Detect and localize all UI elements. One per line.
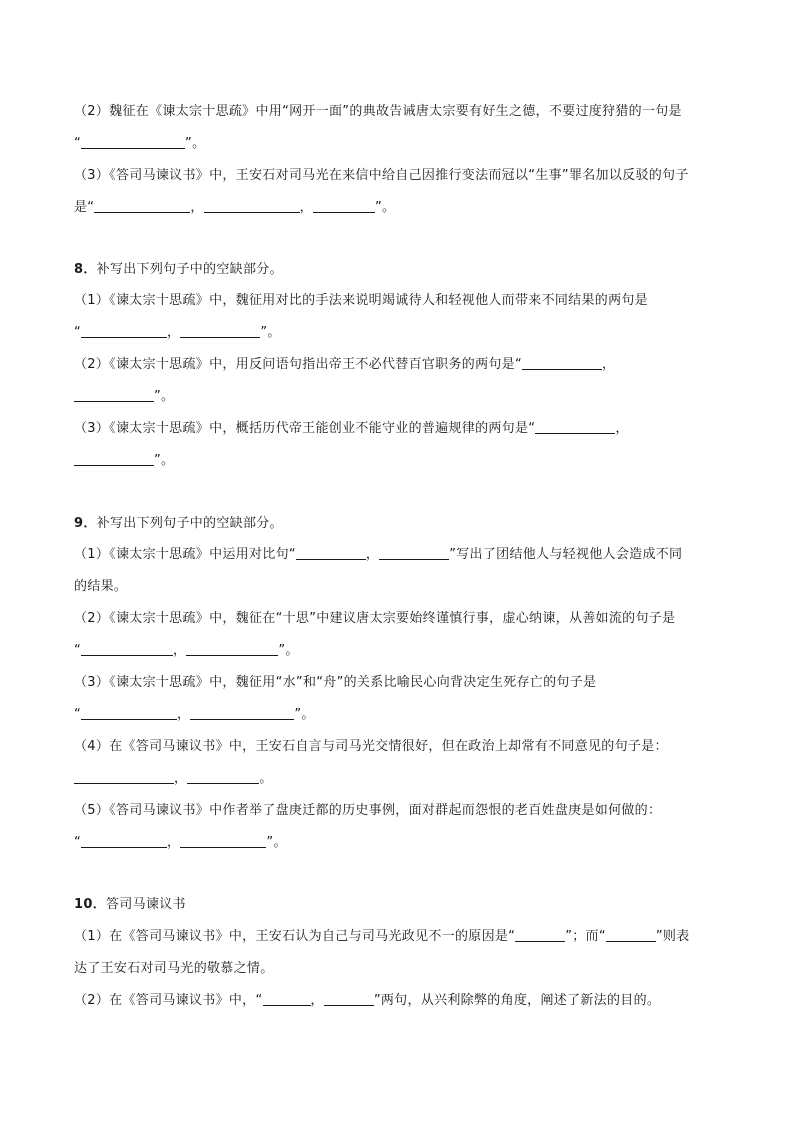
item-text: （3）《谏太宗十思疏》中，概括历代帝王能创业不能守业的普遍规律的两句是“ xyxy=(74,421,536,436)
answer-blank[interactable] xyxy=(606,927,656,942)
question-number: 8． xyxy=(74,262,97,277)
answer-blank[interactable] xyxy=(324,991,374,1006)
q8-item2-line1 xyxy=(74,355,615,375)
answer-blank[interactable] xyxy=(379,545,449,560)
q9-item3-line2 xyxy=(74,705,315,725)
open-quote: “ xyxy=(74,835,82,850)
comma: ， xyxy=(174,771,188,786)
q7-item2-line1: （2）魏征在《谏太宗十思疏》中用“网开一面”的典故告诫唐太宗要有好生之德，不要过度狩猎的一句是 xyxy=(74,104,682,119)
answer-blank[interactable] xyxy=(187,769,259,784)
q10-heading xyxy=(74,895,186,915)
answer-blank[interactable] xyxy=(535,419,615,434)
answer-blank[interactable] xyxy=(74,451,154,466)
open-quote: “ xyxy=(74,707,82,722)
period: 。 xyxy=(259,771,273,786)
comma: ， xyxy=(190,200,204,215)
comma: ， xyxy=(602,357,616,372)
close-quote: ”。 xyxy=(294,707,315,722)
q8-heading xyxy=(74,260,283,280)
close-quote: ”。 xyxy=(278,643,299,658)
question-number: 10． xyxy=(74,897,106,912)
item-text: （1）在《答司马谏议书》中，王安石认为自己与司马光政见不一的原因是“ xyxy=(74,929,516,944)
comma: ， xyxy=(167,835,181,850)
question-number: 9． xyxy=(74,516,97,531)
answer-blank[interactable] xyxy=(522,355,602,370)
item-text: ”；而“ xyxy=(565,929,606,944)
answer-blank[interactable] xyxy=(74,387,154,402)
answer-blank[interactable] xyxy=(94,198,190,213)
item-text: （1）《谏太宗十思疏》中运用对比句“ xyxy=(74,547,296,562)
answer-blank[interactable] xyxy=(313,198,375,213)
q9-item4-line1: （4）在《答司马谏议书》中，王安石自言与司马光交情很好，但在政治上却常有不同意见的句子是： xyxy=(74,739,668,754)
q10-item2-line1 xyxy=(74,991,660,1011)
q8-item1-line2 xyxy=(74,323,281,343)
answer-blank[interactable] xyxy=(263,991,311,1006)
close-quote: ”。 xyxy=(266,835,287,850)
item-text: ”两句，从兴利除弊的角度，阐述了新法的目的。 xyxy=(373,993,661,1008)
q9-item2-line2 xyxy=(74,641,299,661)
answer-blank[interactable] xyxy=(81,833,167,848)
q9-heading xyxy=(74,514,283,534)
close-quote: ”。 xyxy=(374,200,396,215)
answer-blank[interactable] xyxy=(186,641,278,656)
answer-blank[interactable] xyxy=(81,705,177,720)
comma: ， xyxy=(177,707,191,722)
comma: ， xyxy=(310,993,324,1008)
q9-item2-line1: （2）《谏太宗十思疏》中，魏征在“十思”中建议唐太宗要始终谨慎行事，虚心纳谏，从善如流的句子是 xyxy=(74,611,676,626)
q9-item1-line1 xyxy=(74,545,682,565)
answer-blank[interactable] xyxy=(515,927,565,942)
q8-item3-line1 xyxy=(74,419,629,439)
question-title: 答司马谏议书 xyxy=(106,897,186,912)
q8-item1-line1: （1）《谏太宗十思疏》中，魏征用对比的手法来说明竭诚待人和轻视他人而带来不同结果的两句是 xyxy=(74,293,648,308)
q7-item3-line1: （3）《答司马谏议书》中，王安石对司马光在来信中给自己因推行变法而冠以“生事”罪名加以反驳的句子 xyxy=(74,168,689,183)
comma: ， xyxy=(615,421,629,436)
q7-item2-line2 xyxy=(74,134,205,154)
close-quote: ”。 xyxy=(154,389,175,404)
q10-item1-line2: 达了王安石对司马光的敬慕之情。 xyxy=(74,961,274,976)
answer-blank[interactable] xyxy=(81,134,185,149)
q9-item1-line2: 的结果。 xyxy=(74,579,128,594)
item-text: （2）《谏太宗十思疏》中，用反问语句指出帝王不必代替百官职务的两句是“ xyxy=(74,357,523,372)
answer-blank[interactable] xyxy=(81,641,173,656)
comma: ， xyxy=(173,643,187,658)
item-text: ”则表 xyxy=(655,929,690,944)
open-quote: “ xyxy=(74,643,82,658)
open-quote: 是“ xyxy=(74,200,95,215)
q9-item5-line1: （5）《答司马谏议书》中作者举了盘庚迁都的历史事例，面对群起而怨恨的老百姓盘庚是如何做的： xyxy=(74,803,662,818)
answer-blank[interactable] xyxy=(81,323,167,338)
question-title: 补写出下列句子中的空缺部分。 xyxy=(96,516,283,531)
close-quote: ”。 xyxy=(185,136,206,151)
answer-blank[interactable] xyxy=(190,705,294,720)
answer-blank[interactable] xyxy=(180,833,266,848)
item-text: （2）在《答司马谏议书》中，“ xyxy=(74,993,263,1008)
answer-blank[interactable] xyxy=(74,769,174,784)
item-text: ”写出了团结他人与轻视他人会造成不同 xyxy=(449,547,683,562)
answer-blank[interactable] xyxy=(296,545,366,560)
q9-item3-line1: （3）《谏太宗十思疏》中，魏征用“水”和“舟”的关系比喻民心向背决定生死存亡的句子是 xyxy=(74,675,597,690)
q7-item3-line2 xyxy=(74,198,395,218)
question-title: 补写出下列句子中的空缺部分。 xyxy=(96,262,283,277)
comma: ， xyxy=(365,547,380,562)
comma: ， xyxy=(167,325,181,340)
open-quote: “ xyxy=(74,136,82,151)
q8-item3-line2 xyxy=(74,451,174,471)
q10-item1-line1 xyxy=(74,927,690,947)
open-quote: “ xyxy=(74,325,82,340)
answer-blank[interactable] xyxy=(180,323,260,338)
answer-blank[interactable] xyxy=(204,198,300,213)
close-quote: ”。 xyxy=(260,325,281,340)
close-quote: ”。 xyxy=(154,453,175,468)
q8-item2-line2 xyxy=(74,387,174,407)
q9-item4-line2 xyxy=(74,769,273,789)
q9-item5-line2 xyxy=(74,833,287,853)
comma: ， xyxy=(299,200,313,215)
